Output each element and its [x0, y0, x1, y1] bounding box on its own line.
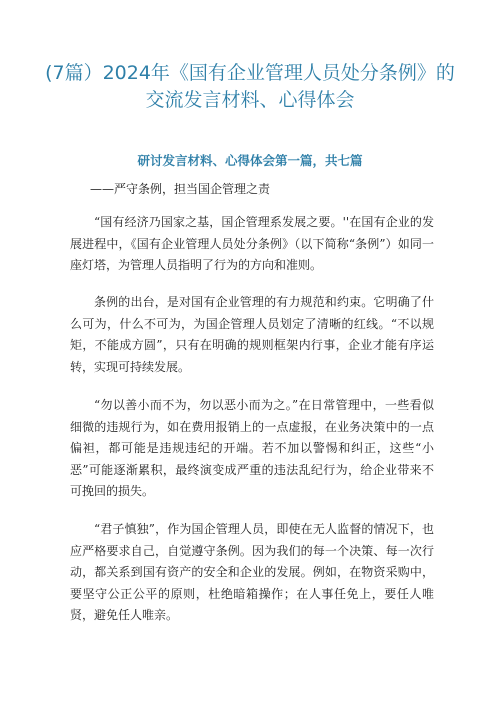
document-title: (7篇）2024年《国有企业管理人员处分条例》的交流发言材料、心得体会	[45, 62, 455, 111]
paragraph: “君子慎独”，作为国企管理人员，即使在无人监督的情况下，也应严格要求自己，自觉遵守条例。因为我们的每一个决策、每一次行动，都关系到国有资产的安全和企业的发展。例如，在物资采购中，要坚守公正公平的原则，杜绝暗箱操作；在人事任免上，要任人唯贤，避免任人唯亲。	[70, 522, 434, 622]
paragraph: “勿以善小而不为，勿以恶小而为之。”在日常管理中，一些看似细微的违规行为，如在费用报销上的一点虚报，在业务决策中的一点偏袒，都可能是违规违纪的开端。若不加以警惕和纠正，这些“小恶”可能逐渐累积，最终演变成严重的违法乱纪行为，给企业带来不可挽回的损失。	[70, 398, 434, 498]
paragraph: “国有经济乃国家之基，国企管理系发展之要。''在国有企业的发展进程中，《国有企业管理人员处分条例》（以下简称“条例”）如同一座灯塔，为管理人员指明了行为的方向和准则。	[70, 215, 434, 272]
section-heading: 研讨发言材料、心得体会第一篇，共七篇	[137, 153, 363, 168]
paragraph: 条例的出台，是对国有企业管理的有力规范和约束。它明确了什么可为，什么不可为，为国企管理人员划定了清晰的红线。“不以规矩，不能成方圆”，只有在明确的规则框架内行事，企业才能有序运转，实现可持续发展。	[70, 295, 434, 374]
subtitle: ——严守条例，担当国企管理之责	[90, 182, 271, 196]
